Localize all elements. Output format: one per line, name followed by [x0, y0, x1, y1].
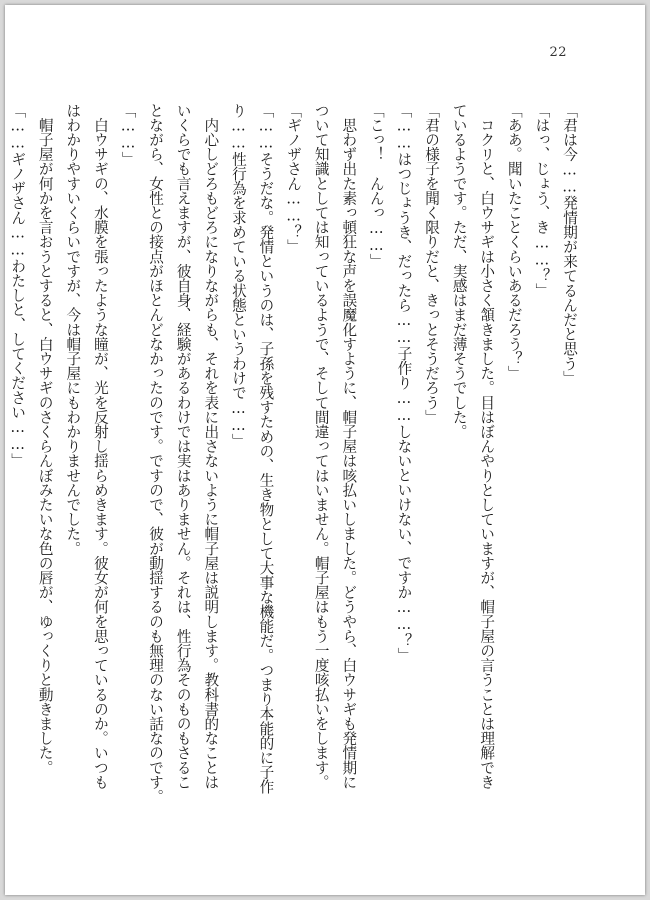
text-line: 「こっ！ んんっ……」 — [367, 103, 385, 269]
text-line: ているようです。ただ、実感はまだ薄そうでした。 — [450, 103, 468, 439]
text-line: り……性行為を求めている状態というわけで……」 — [229, 103, 247, 449]
text-line: 白ウサギの、水膜を張ったような瞳が、光を反射し揺らめきます。彼女が何を思っているのか。いつも — [91, 103, 109, 790]
text-line: 「君の様子を聞く限りだと、きっとそうだろう」 — [423, 103, 441, 425]
text-line: とながら、女性との接点がほとんどなかったのです。ですので、彼が動揺するのも無理のない話なのです。 — [147, 103, 165, 804]
text-line: 「……そうだな。発情というのは、子孫を残すための、生き物として大事な機能だ。つまり本能的に子作 — [257, 103, 275, 794]
text-line: 「……」 — [119, 103, 137, 167]
text-line: 「君は今……発情期が来てるんだと思う」 — [561, 103, 578, 386]
text-line: はわかりやすいくらいですが、今は帽子屋にもわかりませんでした。 — [64, 103, 82, 556]
text-line: 「ギノザさん……？」 — [285, 103, 303, 254]
text-line: 帽子屋が何かを言おうとすると、白ウサギのさくらんぼみたいな色の唇が、ゆっくりと動きました。 — [36, 103, 54, 775]
text-line: 「……はつじょうき、だったら……子作り……しないといけない、ですか……？」 — [395, 103, 413, 663]
text-line: コクリと、白ウサギは小さく頷きました。目はぼんやりとしていますが、帽子屋の言うことは理解でき — [478, 103, 496, 790]
text-line: ついて知識としては知っているようで、そして間違ってはいません。帽子屋はもう一度咳払いをします。 — [312, 103, 330, 790]
text-line: 「ああ。聞いたことくらいあるだろう？」 — [505, 103, 523, 381]
text-line: いくらでも言えますが、彼自身、経験があるわけでは実はありません。それは、性行為そのものもさるこ — [174, 103, 192, 790]
page-number: 22 — [549, 45, 567, 60]
text-line: 思わず出た素っ頓狂な声を誤魔化すように、帽子屋は咳払いしました。どうやら、白ウサギも発情期に — [340, 103, 358, 790]
book-page — [5, 5, 645, 895]
vertical-text-body — [5, 103, 583, 808]
text-line: 内心しどろもどろになりながらも、それを表に出さないように帽子屋は説明します。教科書的なことは — [202, 103, 220, 790]
text-line: 「……ギノザさん……わたしと、してください……」 — [9, 103, 27, 468]
text-line: 「はっ、じょう、き……？」 — [533, 103, 551, 298]
